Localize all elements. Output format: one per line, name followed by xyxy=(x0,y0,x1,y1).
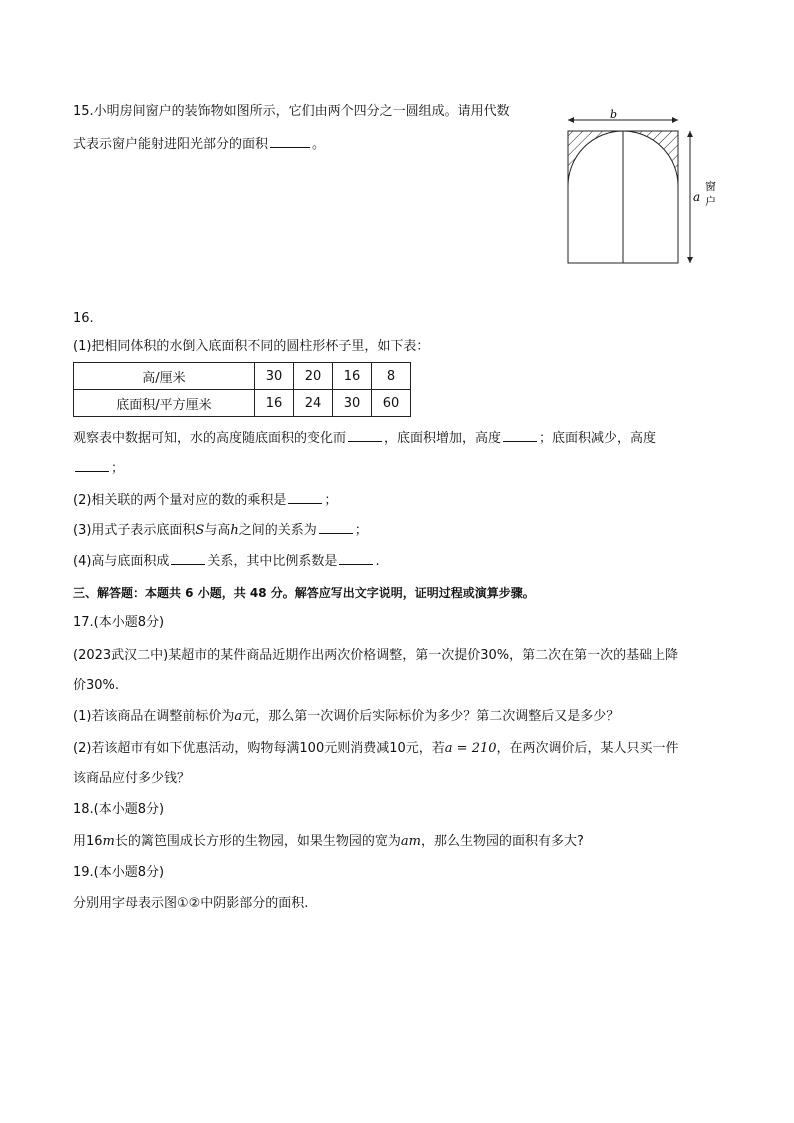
table-cell: 20 xyxy=(294,363,333,390)
q15-line-1 xyxy=(73,102,510,122)
table-cell: 60 xyxy=(372,390,411,417)
q17-stem-2: 价30%. xyxy=(73,678,120,693)
q17-part2-cont: 该商品应付多少钱？ xyxy=(73,771,191,786)
table-cell: 16 xyxy=(333,363,372,390)
q16-observation: 观察表中数据可知，水的高度随底面积的变化而 ，底面积增加，高度 ；底面积减少，高度 xyxy=(73,428,656,449)
row-header: 底面积/平方厘米 xyxy=(74,390,255,417)
row-header: 高/厘米 xyxy=(74,363,255,390)
height-area-table xyxy=(73,362,411,417)
q16-observation-cont: ； xyxy=(73,458,124,479)
q16-part1-intro: (1)把相同体积的水倒入底面积不同的圆柱形杯子里，如下表： xyxy=(73,339,430,354)
q15-text-2: 式表示窗户能射进阳光部分的面积 xyxy=(73,137,269,152)
label-window-1: 窗 xyxy=(705,180,716,193)
section-heading: 三、解答题：本题共 6 小题，共 48 分。解答应写出文字说明，证明过程或演算步骤。 xyxy=(73,586,535,600)
q19-number: 19.(本小题8分) xyxy=(73,865,165,880)
table-cell: 8 xyxy=(372,363,411,390)
label-a: a xyxy=(693,190,701,204)
q16-part3: (3)用式子表示底面积S与高h之间的关系为 ； xyxy=(73,520,368,541)
answer-blank xyxy=(503,428,537,442)
table-cell: 30 xyxy=(333,390,372,417)
q16-part2: (2)相关联的两个量对应的数的乘积是 ； xyxy=(73,490,337,511)
right-shaded-region xyxy=(623,131,678,186)
table-cell: 16 xyxy=(255,390,294,417)
window-figure xyxy=(560,104,720,274)
q15-text-1: 15.小明房间窗户的装饰物如图所示，它们由两个四分之一圆组成。请用代数 xyxy=(73,104,510,119)
label-window-2: 户 xyxy=(705,195,716,208)
q18-stem: 用16m长的篱笆围成长方形的生物园，如果生物园的宽为am，那么生物园的面积有多大? xyxy=(73,834,584,849)
q19-stem: 分别用字母表示图①②中阴影部分的面积. xyxy=(73,896,309,911)
table-row xyxy=(74,363,411,390)
answer-blank xyxy=(348,428,382,442)
q17-number: 17.(本小题8分) xyxy=(73,615,165,630)
answer-blank xyxy=(288,490,322,504)
answer-blank xyxy=(171,551,205,565)
table-cell: 24 xyxy=(294,390,333,417)
q17-part2: (2)若该超市有如下优惠活动，购物每满100元则消费减10元，若a = 210，在两次调价后，某人只买一件 xyxy=(73,741,679,756)
q17-stem-1: (2023武汉二中)某超市的某件商品近期作出两次价格调整，第一次提价30%，第二次在第一次的基础上降 xyxy=(73,648,679,663)
q17-part1: (1)若该商品在调整前标价为a元，那么第一次调价后实际标价为多少？第二次调整后又是多少？ xyxy=(73,709,620,724)
q18-number: 18.(本小题8分) xyxy=(73,802,165,817)
answer-blank xyxy=(270,134,310,148)
table-row xyxy=(74,390,411,417)
label-b: b xyxy=(610,108,618,121)
q16-part4: (4)高与底面积成 关系，其中比例系数是 . xyxy=(73,551,380,572)
q15-line-2: 式表示窗户能射进阳光部分的面积 。 xyxy=(73,134,325,155)
left-shaded-region xyxy=(568,131,623,186)
q16-number: 16. xyxy=(73,311,94,326)
answer-blank xyxy=(319,520,353,534)
answer-blank xyxy=(339,551,373,565)
answer-blank xyxy=(75,458,109,472)
table-cell: 30 xyxy=(255,363,294,390)
